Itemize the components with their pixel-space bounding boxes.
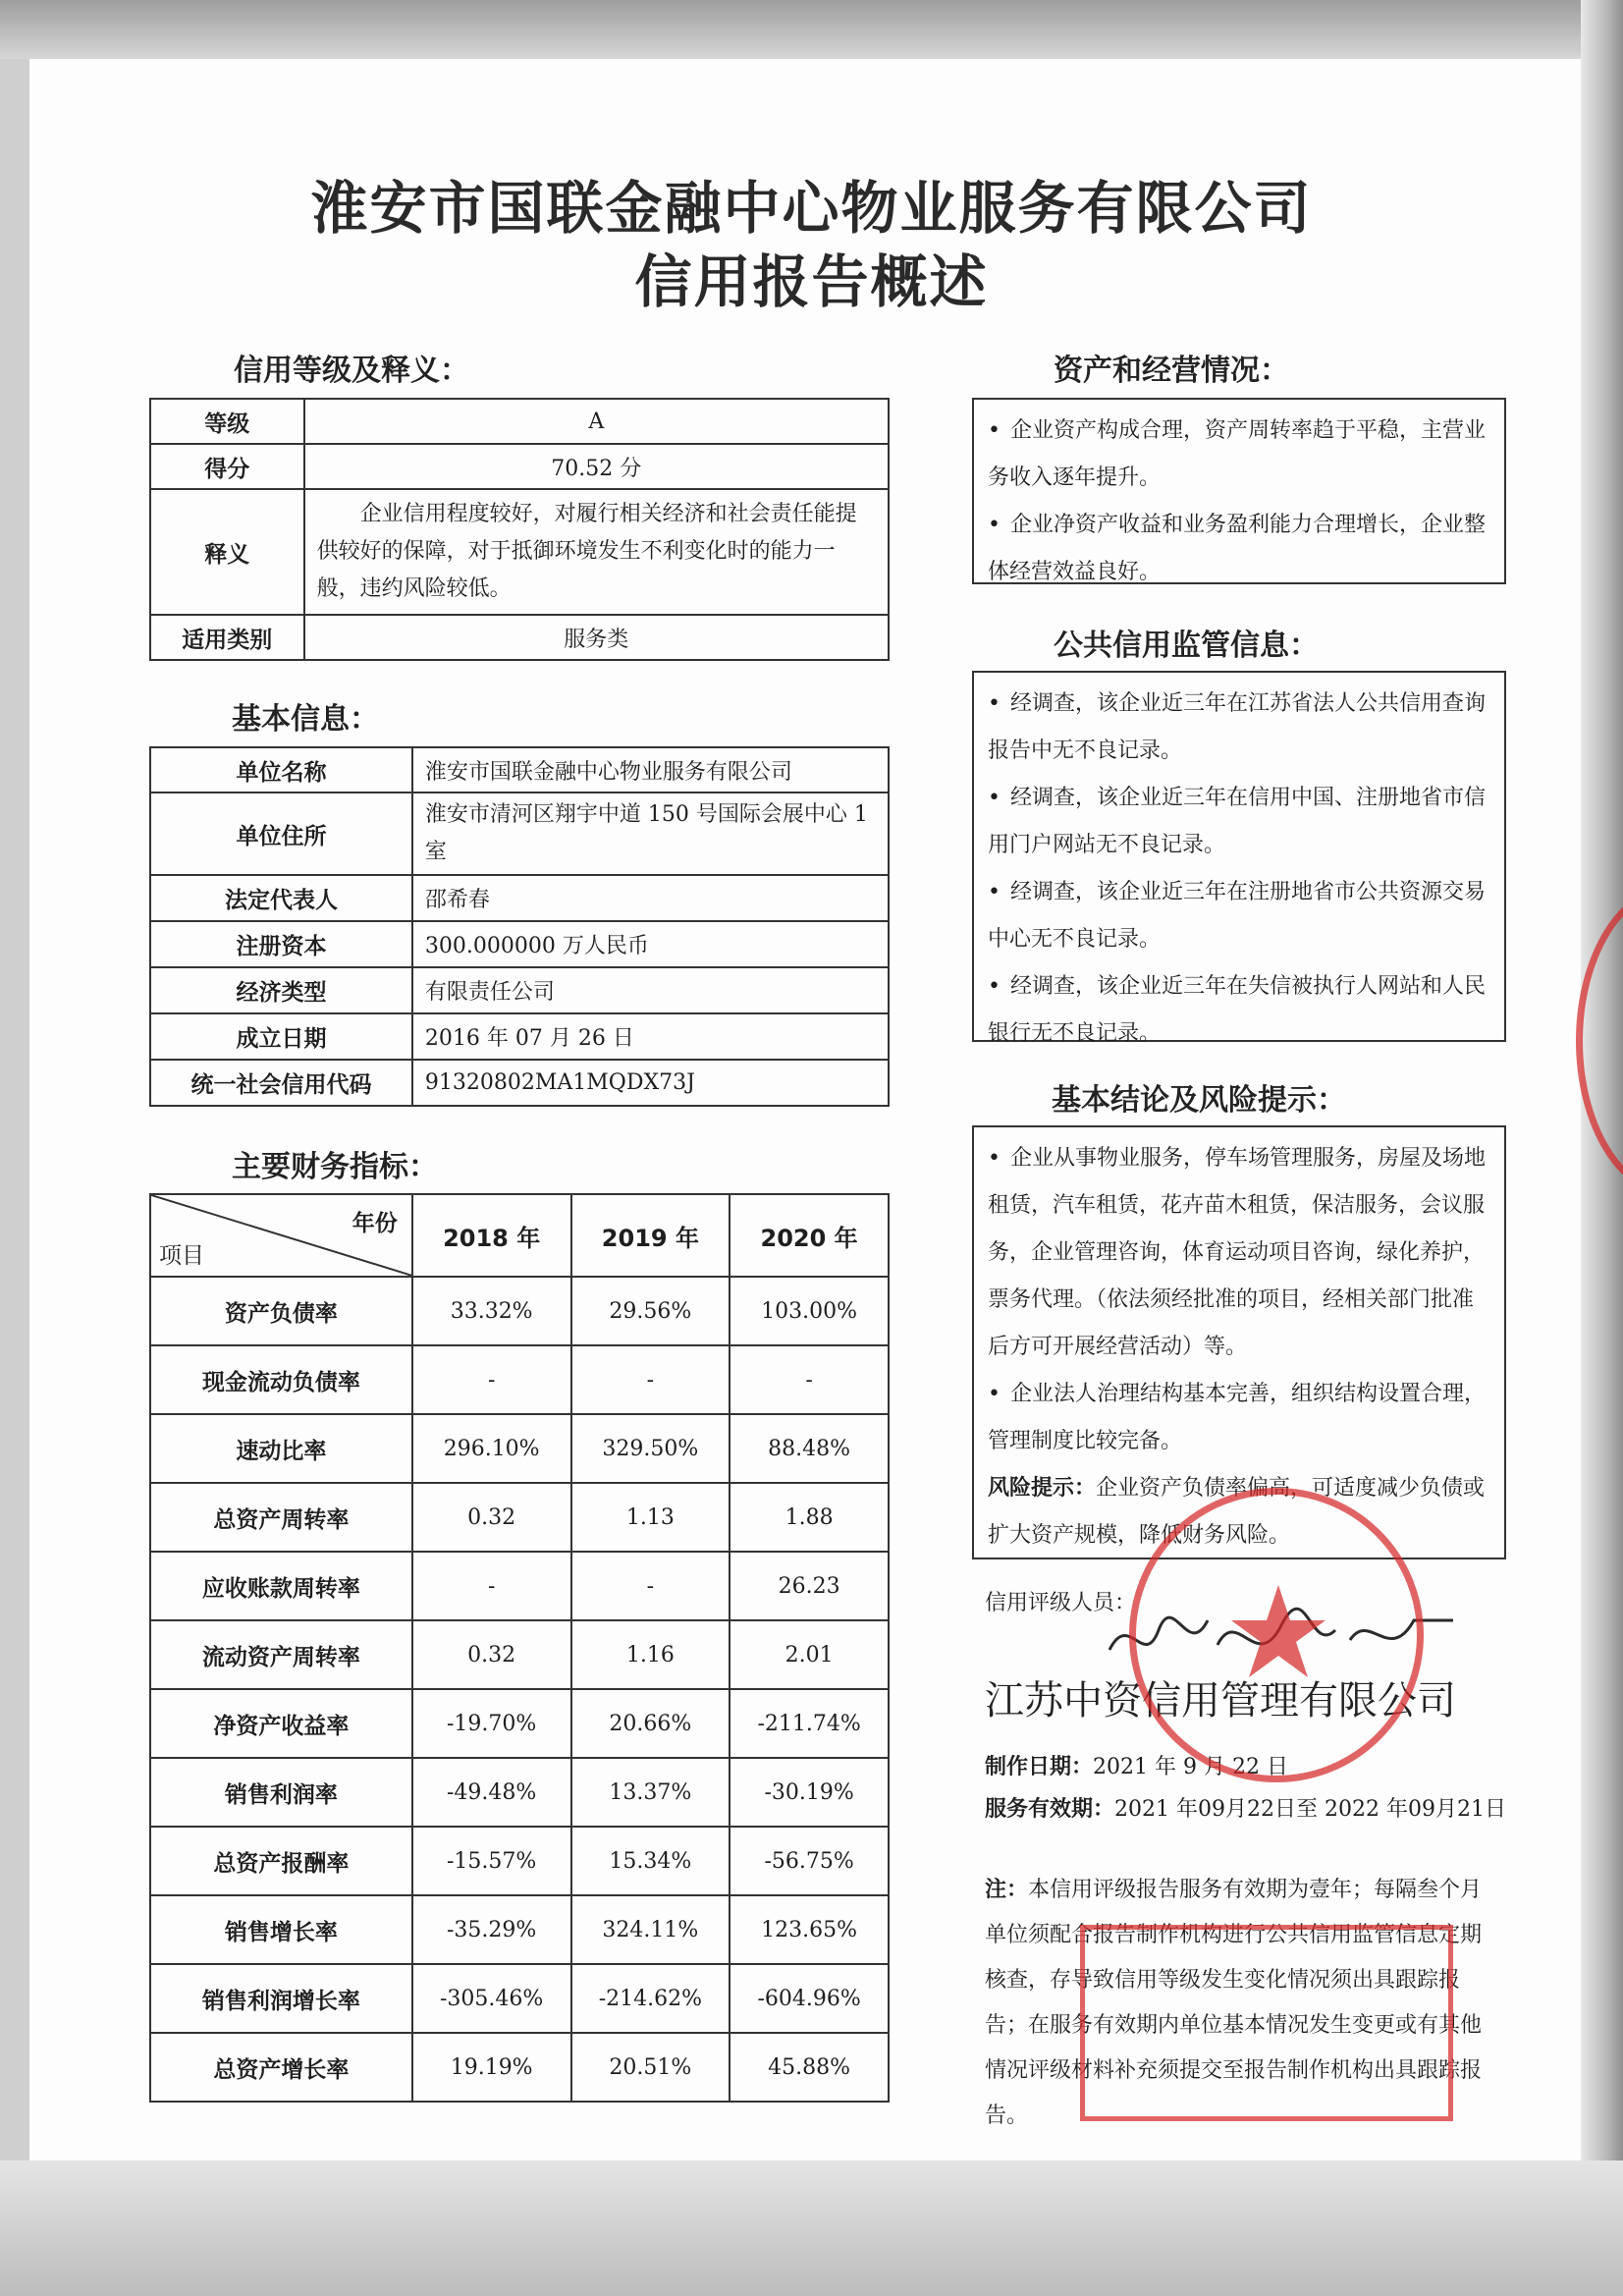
finance-cell: 20.51%: [571, 2033, 730, 2102]
made-date-label: 制作日期：: [985, 1755, 1094, 1779]
finance-cell: 13.37%: [571, 1758, 730, 1827]
finance-section-heading: 主要财务指标：: [232, 1150, 438, 1184]
finance-cell: -: [571, 1345, 730, 1414]
public-box: [972, 671, 1506, 1046]
finance-cell: 0.32: [412, 1483, 571, 1552]
corner-year-label: 年份: [352, 1211, 398, 1236]
finance-cell: -: [412, 1345, 571, 1414]
conclusion-section-heading: 基本结论及风险提示：: [1052, 1083, 1346, 1118]
table-row: [150, 967, 889, 1013]
table-row: [150, 1758, 889, 1827]
economic-type-value: 有限责任公司: [412, 967, 889, 1013]
public-item: • 经调查，该企业近三年在失信被执行人网站和人民银行无不良记录。: [988, 963, 1490, 1058]
founded-date-label: 成立日期: [150, 1013, 412, 1060]
basic-section-heading: 基本信息：: [232, 702, 379, 737]
category-value: 服务类: [304, 615, 889, 660]
score-label: 得分: [150, 444, 304, 489]
table-row: [150, 1483, 889, 1552]
note-label: 注：: [985, 1878, 1029, 1902]
assets-item: • 企业资产构成合理，资产周转率趋于平稳，主营业务收入逐年提升。: [988, 408, 1490, 502]
finance-row-label: 销售利润率: [150, 1758, 412, 1827]
table-row: [150, 793, 889, 875]
company-seal-stamp: [1129, 1488, 1424, 1782]
finance-row-label: 应收账款周转率: [150, 1552, 412, 1620]
seal-star-icon: [1229, 1583, 1327, 1681]
finance-cell: -214.62%: [571, 1964, 730, 2033]
grade-value: A: [304, 399, 889, 444]
table-row: [150, 1964, 889, 2033]
assets-box: [972, 398, 1506, 584]
company-name-value: 淮安市国联金融中心物业服务有限公司: [412, 747, 889, 793]
finance-cell: 29.56%: [571, 1277, 730, 1345]
table-row: [150, 875, 889, 921]
finance-corner-cell: [150, 1194, 412, 1277]
rater-label: 信用评级人员：: [985, 1591, 1137, 1615]
finance-cell: -604.96%: [730, 1964, 889, 2033]
finance-cell: -30.19%: [730, 1758, 889, 1827]
address-value: 淮安市清河区翔宇中道 150 号国际会展中心 1 室: [412, 793, 889, 875]
risk-text: 企业资产负债率偏高，可适度减少负债或扩大资产规模，降低财务风险。: [988, 1476, 1486, 1548]
public-item: • 经调查，该企业近三年在江苏省法人公共信用查询报告中无不良记录。: [988, 681, 1490, 775]
table-row: [150, 1060, 889, 1106]
finance-row-label: 总资产周转率: [150, 1483, 412, 1552]
finance-row-label: 总资产报酬率: [150, 1827, 412, 1895]
finance-row-label: 净资产收益率: [150, 1689, 412, 1758]
assets-section-heading: 资产和经营情况：: [1054, 354, 1289, 388]
year-2020-header: 2020 年: [730, 1194, 889, 1277]
finance-cell: 1.16: [571, 1620, 730, 1689]
finance-row-label: 销售增长率: [150, 1895, 412, 1964]
founded-date-value: 2016 年 07 月 26 日: [412, 1013, 889, 1060]
finance-cell: 20.66%: [571, 1689, 730, 1758]
finance-cell: -305.46%: [412, 1964, 571, 2033]
public-section-heading: 公共信用监管信息：: [1054, 629, 1319, 663]
economic-type-label: 经济类型: [150, 967, 412, 1013]
meaning-label: 释义: [150, 489, 304, 615]
legal-rep-value: 邵希春: [412, 875, 889, 921]
conclusion-item: • 企业从事物业服务，停车场管理服务，房屋及场地租赁，汽车租赁，花卉苗木租赁，保洁服务，会议服务，企业管理咨询，体育运动项目咨询，绿化养护，票务代理。（依法须经批准的项目，经相关部门批准后方可开展经营活动）等。: [988, 1135, 1490, 1371]
table-row: [150, 399, 889, 444]
table-row: [150, 444, 889, 489]
table-row: [150, 615, 889, 660]
valid-period-value: 2021 年09月22日至 2022 年09月21日: [1114, 1797, 1506, 1822]
table-row: [150, 489, 889, 615]
finance-cell: 329.50%: [571, 1414, 730, 1483]
table-row: [150, 921, 889, 967]
finance-cell: -: [730, 1345, 889, 1414]
table-row: [150, 1552, 889, 1620]
credit-grade-table: [149, 398, 890, 661]
page-title: 淮安市国联金融中心物业服务有限公司: [310, 175, 1313, 242]
address-label: 单位住所: [150, 793, 412, 875]
valid-period-line: [985, 1792, 1506, 1823]
table-row: [150, 1345, 889, 1414]
public-item: • 经调查，该企业近三年在信用中国、注册地省市信用门户网站无不良记录。: [988, 775, 1490, 869]
agency-name: 江苏中资信用管理有限公司: [985, 1678, 1456, 1723]
capital-value: 300.000000 万人民币: [412, 921, 889, 967]
credit-code-label: 统一社会信用代码: [150, 1060, 412, 1106]
valid-period-label: 服务有效期：: [985, 1797, 1115, 1822]
conclusion-item: • 企业法人治理结构基本完善，组织结构设置合理，管理制度比较完备。: [988, 1371, 1490, 1465]
finance-row-label: 现金流动负债率: [150, 1345, 412, 1414]
finance-cell: -49.48%: [412, 1758, 571, 1827]
finance-cell: 2.01: [730, 1620, 889, 1689]
table-row: [150, 1013, 889, 1060]
capital-label: 注册资本: [150, 921, 412, 967]
finance-cell: 88.48%: [730, 1414, 889, 1483]
year-2019-header: 2019 年: [571, 1194, 730, 1277]
corner-item-label: 项目: [159, 1243, 204, 1269]
finance-cell: -56.75%: [730, 1827, 889, 1895]
finance-cell: 45.88%: [730, 2033, 889, 2102]
table-row: [150, 1620, 889, 1689]
finance-cell: 15.34%: [571, 1827, 730, 1895]
assets-item: • 企业净资产收益和业务盈利能力合理增长，企业整体经营效益良好。: [988, 502, 1490, 596]
finance-table: [149, 1193, 890, 2103]
finance-row-label: 流动资产周转率: [150, 1620, 412, 1689]
finance-header-row: [150, 1194, 889, 1277]
table-row: [150, 1895, 889, 1964]
scan-top-edge: [0, 0, 1623, 59]
finance-cell: 26.23: [730, 1552, 889, 1620]
finance-cell: 296.10%: [412, 1414, 571, 1483]
table-row: [150, 1689, 889, 1758]
credit-code-value: 91320802MA1MQDX73J: [412, 1060, 889, 1106]
grade-label: 等级: [150, 399, 304, 444]
meaning-value: 企业信用程度较好，对履行相关经济和社会责任能提供较好的保障，对于抵御环境发生不利变化时的能力一般，违约风险较低。: [304, 489, 889, 615]
table-row: [150, 1827, 889, 1895]
basic-info-table: [149, 746, 890, 1107]
finance-cell: -: [412, 1552, 571, 1620]
public-item: • 经调查，该企业近三年在注册地省市公共资源交易中心无不良记录。: [988, 869, 1490, 963]
score-value: 70.52 分: [304, 444, 889, 489]
note-text: 本信用评级报告服务有效期为壹年；每隔叁个月单位须配合报告制作机构进行公共信用监管信息定期核查，存导致信用等级发生变化情况须出具跟踪报告；在服务有效期内单位基本情况发生变更或有其他情况评级材料补充须提交至报告制作机构出具跟踪报告。: [985, 1878, 1483, 2128]
finance-cell: 103.00%: [730, 1277, 889, 1345]
finance-cell: 33.32%: [412, 1277, 571, 1345]
finance-row-label: 总资产增长率: [150, 2033, 412, 2102]
table-row: [150, 1277, 889, 1345]
finance-cell: 0.32: [412, 1620, 571, 1689]
filing-seal-stamp: [1080, 1925, 1453, 2121]
finance-cell: -15.57%: [412, 1827, 571, 1895]
credit-section-heading: 信用等级及释义：: [234, 354, 469, 388]
legal-rep-label: 法定代表人: [150, 875, 412, 921]
risk-label: 风险提示：: [988, 1476, 1097, 1501]
made-date-value: 2021 年 9 月 22 日: [1093, 1755, 1288, 1779]
finance-cell: 1.13: [571, 1483, 730, 1552]
finance-cell: 19.19%: [412, 2033, 571, 2102]
finance-cell: 123.65%: [730, 1895, 889, 1964]
finance-row-label: 资产负债率: [150, 1277, 412, 1345]
scan-bottom-edge: [0, 2160, 1623, 2296]
table-row: [150, 2033, 889, 2102]
page-subtitle: 信用报告概述: [634, 248, 989, 315]
finance-cell: -35.29%: [412, 1895, 571, 1964]
finance-cell: -: [571, 1552, 730, 1620]
company-name-label: 单位名称: [150, 747, 412, 793]
finance-cell: -19.70%: [412, 1689, 571, 1758]
category-label: 适用类别: [150, 615, 304, 660]
year-2018-header: 2018 年: [412, 1194, 571, 1277]
table-row: [150, 1414, 889, 1483]
table-row: [150, 747, 889, 793]
finance-row-label: 速动比率: [150, 1414, 412, 1483]
finance-cell: -211.74%: [730, 1689, 889, 1758]
finance-cell: 324.11%: [571, 1895, 730, 1964]
finance-row-label: 销售利润增长率: [150, 1964, 412, 2033]
finance-cell: 1.88: [730, 1483, 889, 1552]
